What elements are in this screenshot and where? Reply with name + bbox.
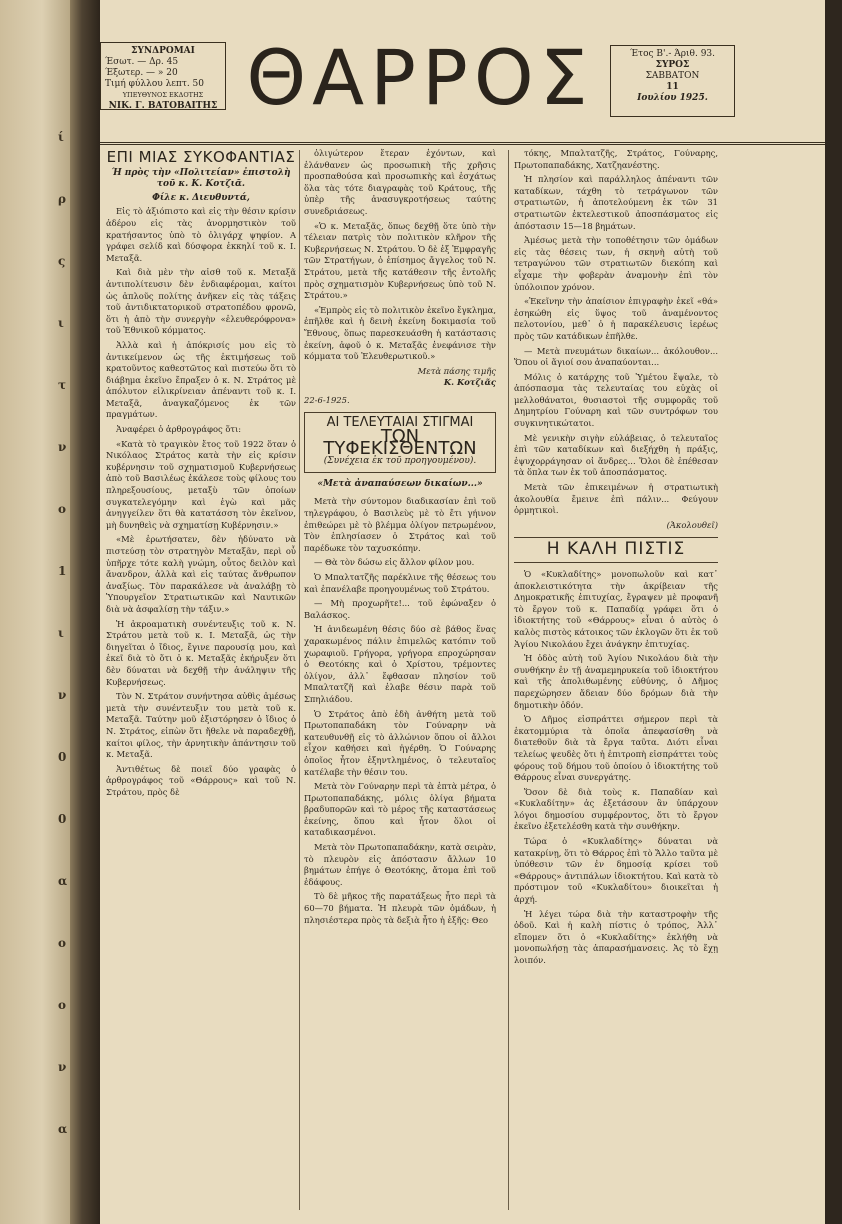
column-2 (304, 148, 496, 1208)
paragraph: ὀλιγώτερον ἔτεραν ἐχόντων, καὶ ἐλάνθανεν ὡς προσωπικὴ τῆς χρῆσις προσπαθούσα καὶ προσωπικὴς καὶ ἐσχάτως ὅλα τὰς τότε διαγραφὰς τοῦ Κράτους, τῆς ὑπὲρ τῆς ἀνασυγκροτήσεως ταύτης συνεδριάσεως. (304, 148, 496, 216)
article-subhead: «Μετὰ ἀναπαύσεων δικαίων...» (317, 478, 483, 489)
margin-letter: 1 (58, 564, 67, 578)
date-number: 11 (666, 82, 679, 92)
margin-letter: ν (58, 1060, 67, 1074)
director-label: ΥΠΕΥΘΥΝΟΣ ΕΚΔΟΤΗΣ (122, 91, 204, 99)
paragraph: «Μὲ ἐρωτήσατεν, δὲν ἠδύνατο νὰ πιστεύσῃ τὸν στρατηγὸν Μεταξᾶν, περὶ οὗ ὑπῆρχε τότε καλὴ γνώμη, οὗτος δειλὸν καὶ ἄνανδρον, ἀλλὰ καὶ εἰς ταύτας ἄνθρωπον ἀναξίως. Τὸν παρακάλεσε νὰ ἀναλάβῃ τὸ Ὑπουργεῖον Στρατιωτικῶν καὶ Ναυτικῶν διὰ νὰ ἀσφαλίσῃ τὴν τάξιν.» (106, 534, 296, 614)
margin-letter: 0 (58, 750, 67, 764)
margin-letter: ι (58, 316, 64, 330)
article-continuation (514, 148, 718, 517)
margin-letter: ς (58, 254, 66, 268)
margin-letter: 0 (58, 812, 67, 826)
paragraph: Μετὰ τὸν Πρωτοπαπαδάκην, κατὰ σειρὰν, τὸ πλευρὸν εἰς ἀπόστασιν ἄλλων 10 βημάτων ἐπήγε ὁ Θεοτόκης, ἄτομα ἐπὶ τοῦ ἐδάφους. (304, 842, 496, 887)
paragraph: «Κατὰ τὸ τραγικὸν ἔτος τοῦ 1922 ὅταν ὁ Νικόλαος Στράτος κατὰ τὴν εἰς κρίσιν κυβέρνησιν τοῦ σχηματισμοῦ Κυβερνήσεως ἀπὸ τοῦ Βασιλέως ἐκάλεσε τοὺς φίλους του πληρεξουσίους, μεταξὺ τῶν ὁποίων συγκατελεγόμην καὶ ἐγὼ καὶ μᾶς ἀνηγγείλεν ὅτι θὰ κατατάσση τὸν ἐκεῖνον, μὴ δυνηθεὶς νὰ σχηματίσῃ Κυβέρνησιν.» (106, 438, 296, 530)
masthead (100, 30, 825, 145)
margin-letter: α (58, 874, 68, 888)
paragraph: Τώρα ὁ «Κυκλαδίτης» δύναται νὰ κατακρίνῃ, ὅτι τὸ Θάρρος ἐπὶ τὸ Ἄλλο ταῦτα μὲ ὑπόθεσιν τῶν ἐν δημοσίᾳ κρίσει τοῦ «Θάρρους» ἀντιπάλων ἰδιοκτήτου. Καὶ κατὰ τὸ πρόστιμον τοῦ «Κυκλαδίτου» διοικεῖται ἡ ἀρχή. (514, 836, 718, 905)
paragraph: Ἡ λέγει τώρα διὰ τὴν καταστροφὴν τῆς ὁδοῦ. Καὶ ἡ καλὴ πίστις ὁ τρόπος, Ἀλλ᾽ εἴπομεν ὅτι ὁ «Κυκλαδίτης» ἐκλήθη νὰ μονοπωλήσῃ τὰς ἀπαρασήμανσεις. Ἀς τὸ ἔχῃ λοιπόν. (514, 908, 718, 965)
headline-last-moments: ΑΙ ΤΕΛΕΥΤΑΙΑΙ ΣΤΙΓΜΑΙ (326, 415, 474, 431)
article-body (514, 569, 718, 967)
paragraph: Ἡ ἀνιδεωμένη θέσις δύο σὲ βάθος ἕνας χαρακωμένος πάλιν ἐπιμελῶς κατόπιν τοῦ χωραφιοῦ. Γρήγορα, γρήγορα επροχώρησαν ὁ Θεοτόκης καὶ ὁ Χρίστου, τρέμοντες ὁλίγον, ἀλλ᾽ ἔφθασαν πλησίον τοῦ Μπαλτατζῆ καὶ ἐλαβε θέσιν παρὰ τοῦ Σπηλιάδου. (304, 624, 496, 704)
year-number: Έτος Β'.- Άριθ. 93. (629, 49, 716, 59)
headline-sykofantia: ΕΠΙ ΜΙΑΣ ΣΥΚΟΦΑΝΤΙΑΣ (106, 148, 296, 166)
paragraph: Εἰς τὸ ἀξιόπιστο καὶ εἰς τὴν θέσιν κρίσιν ἀδέρου εἰς τὰς ἀνορμηστικὸν τοῦ κρατήσαντος ὑπὸ τὸ ὀλιγάρχ ψηφίον. Α γράφει σελίδ καὶ δύσφορα ἐκκηλί τοῦ κ. Ι. Μεταξᾶ. (106, 206, 296, 263)
column-divider-1 (299, 150, 300, 1210)
paragraph: «Ὁ κ. Μεταξᾶς, ὅπως δεχθῇ ὅτε ὑπὸ τὴν τέλειαν πατρὶς τὸν πολιτικὸν κλῆρον τῆς Κυβερνήσεως Ν. Στράτου. Ὁ δὲ ἐξ Ἐμφραγῆς τῶν Στρατήγων, ὁ ἐπίσημος ἄγγελος τοῦ Ν. Στράτου, μετὰ τῆς κατάθεσιν τῆς ἐντολῆς πρὸς σχηματισμὸν Κυβερνήσεως ὑπὸ τοῦ Ν. Στράτου.» (304, 220, 496, 301)
paragraph: τόκης, Μπαλτατζῆς, Στράτος, Γούναρης, Πρωτοπαπαδάκης, Χατζηανέστης. (514, 148, 718, 170)
paragraph: Μετὰ τὸν Γούναρην περὶ τὰ ἐπτὰ μέτρα, ὁ Πρωτοπαπαδάκης, μόλις ὀλίγα βήματα βραδυπορῶν καὶ τὸ μέρος τῆς καταστάσεως ἐκείνης, ὅπου καὶ ἦτον ὅλοι οἱ καταδικασμένοι. (304, 781, 496, 838)
paragraph: Ἀντιθέτως δὲ ποιεῖ δύο γραφὰς ὁ ἀρθρογράφος τοῦ «Θάρρους» καὶ τοῦ Ν. Στράτου, πρὸς δὲ (106, 763, 296, 797)
binding-gutter (70, 0, 100, 1224)
paragraph: Καὶ διὰ μὲν τὴν αἰσθ τοῦ κ. Μεταξᾶ ἀντιπολίτευσιν δὲν ἐνδιαφέρομαι, καίτοι ὡς ἁπλοῦς πολίτης ἀνῆκεν εἰς τὰς τάξεις τοῦ ἀντιδικτατορικοῦ στρατοπέδου φρονῶ, ὅτι ἡ ἀπὸ τὴν συνεργὴν «ἐλευθερόφρονα» τοῦ Ἐθνικοῦ κόμματος. (106, 267, 296, 336)
column-divider-2 (508, 150, 509, 1210)
margin-letter: ί (58, 130, 64, 144)
subscription-line-foreign: Έξωτερ. — » 20 (105, 68, 178, 78)
paragraph: — Μὴ προχωρῆτε!... τοῦ ἐφώναξεν ὁ Βαλάσκος. (304, 598, 496, 620)
margin-letter: ν (58, 688, 67, 702)
paragraph: Ἡ ἀκροαματικὴ συνέντευξις τοῦ κ. Ν. Στράτου μετὰ τοῦ κ. Ι. Μεταξᾶ, ὡς τὴν διηγεῖται ὁ ἴδιος, ἔγινε παρουσίᾳ μου, καὶ ἐκεῖ διὰ τὸ ὅτι ὁ κ. Μεταξᾶς ἐκήρυξεν ὅτι δὲν δύναται νὰ δεχθῇ τὴν ἀνάληψιν τῆς Κυβερνήσεως. (106, 618, 296, 687)
issue-price: Τιμή φύλλου λεπτ. 50 (105, 79, 204, 89)
paragraph: «Ἐμπρὸς εἰς τὸ πολιτικὸν ἐκεῖνο ἔγκλημα, ἐπῆλθε καὶ ἡ δεινὴ ἐκείνη δοκιμασία τοῦ Ἔθνους, ὅπως παρεσκευάσθη ἡ κατάστασις ἐκείνη, ἀφοῦ ὁ κ. Μεταξᾶς ἐνεφάνισε τὴν κόμματα τοῦ Ἐλευθερωτικοῦ.» (304, 304, 496, 362)
newspaper-title: ΘΑΡΡΟΣ (246, 33, 594, 122)
month-year: Ιουλίου 1925. (637, 93, 708, 103)
margin-letter: ν (58, 440, 67, 454)
section-rule (514, 562, 718, 563)
paragraph: — Μετὰ πνευμάτων δικαίων... ἀκόλουθον... Ὅπου οἱ ἅγιοί σου ἀναπαύονται... (514, 345, 718, 368)
paragraph: Τὸν Ν. Στράτον συνήντησα αὐθὶς ἀμέσως μετὰ τὴν συνέντευξιν του μετὰ τοῦ κ. Μεταξᾶ. Ταύτην μοῦ ἐξιστόρησεν ὁ ἴδιος ὁ Ν. Στράτος, εἰπὼν ὅτι ἤθελε νὰ παραδεχθῇ, καίτοι φίλος, τὴν ἀρνητικὴν ἀπάντησιν τοῦ κ. Μεταξᾶ. (106, 691, 296, 760)
paragraph: Ὅσον δὲ διὰ τοὺς κ. Παπαδίαν καὶ «Κυκλαδίτην» ἀς ἐξετάσουν ἂν ὑπάρχουν λόγοι δημοσίου συμφέροντος, ὅτι τὸ ἔργον ἐκεῖνο ἐξετελέσθη κατὰ τὴν συνθήκην. (514, 786, 718, 832)
paragraph: Ἡ ὁδὸς αὐτὴ τοῦ Ἁγίου Νικολάου διὰ τὴν συνθήκην ἐν τῇ ἀναμεμηρυκεία τοῦ ἰδιοκτήτου καὶ τῆς ἀπολιθωμένης εὐθύνης, ὁ Δῆμος παρεχώρησεν ἄδειαν δύο δρόμων διὰ τὴν δημοτικὴν ὁδόν. (514, 653, 718, 710)
issue-box (610, 45, 735, 117)
city: ΣΥΡΟΣ (655, 60, 690, 70)
paragraph: Μὲ γενικὴν σιγὴν εὐλάβειας, ὁ τελευταῖος ἐπὶ τῶν καταδίκων καὶ διεξήχθη ἡ πράξις, ἐψυχορράγησαν οἱ ἄνδρες... Ὅλοι δὲ ἐπέθεσαν τὰ ὅπλα των ἐκ τοῦ ἀποσπάσματος. (514, 432, 718, 478)
salutation: Φίλε κ. Διευθυντά, (152, 192, 250, 203)
margin-letter: ι (58, 626, 64, 640)
weekday: ΣΑΒΒΑΤΟΝ (645, 71, 700, 81)
right-page-edge (825, 0, 842, 1224)
headline-executed: ΤΩΝ ΤΥΦΕΚΙΣΘΕΝΤΩΝ (323, 426, 477, 459)
headline-box-executed (304, 412, 496, 472)
paragraph: Ἀλλὰ καὶ ἡ ἀπόκρισίς μου εἰς τὸ ἀντικείμενον ὡς τῆς ἐκτιμήσεως τοῦ κρατοῦντος καθεστῶτος καὶ πιστεύω ὅτι τὸ διάβημα ἐκεῖνο ἔπραξεν ὁ κ. Ν. Στράτος μὲ ἀπόλυτον εἰλικρίνειαν ἀπέναντι τοῦ κ. Ι. Μεταξᾶ, ἀναγκαζόμενος ἐκ τῶν πραγμάτων. (106, 339, 296, 420)
article-continuation (304, 148, 496, 363)
paragraph: Μόλις ὁ κατάρχης τοῦ Ὑμέτου ἔψαλε, τὸ ἀπόσπασμα τὰς τελευταίας του εὐχὰς οἱ μελλοθάνατοι, θυσιαστοὶ τῆς συμφορᾶς τοῦ Δημητρίου Γούναρη καὶ τῶν συντρόφων του συγκινητικώτατοι. (514, 371, 718, 429)
subscription-heading: ΣΥΝΔΡΟΜΑΙ (131, 46, 195, 56)
column-3 (514, 148, 718, 1208)
margin-letter: τ (58, 378, 67, 392)
paragraph: Ὁ Στράτος ἀπὸ ἐδὴ ἀνθήτη μετὰ τοῦ Πρωτοπαπαδάκη τὸν Γούναρην νὰ κατευθυνθῇ εἰς τὸ ἀλλώνιον ὅπου οἱ ἄλλοι εἶχον καθήσει καὶ ἠγέρθη. Ὁ Γούναρης ὁποῖος ἦτον ἐξηντλημένος, ὁ τελευταῖος κατέλαβε τὴν θέσιν του. (304, 708, 496, 777)
paragraph: Ὁ Μπαλτατζῆς παρέκλινε τῆς θέσεως του καὶ ἐπανέλαβε προηγουμένως τοῦ Στράτου. (304, 572, 496, 594)
paragraph: Μετὰ τὴν σύντομον διαδικασίαν ἐπὶ τοῦ τηλεγράφου, ὁ Βασιλεὺς μὲ τὸ ἔτι γήινον ἐπιθεώρει μὲ τὸ βλέμμα ὀλίγον πετρωμένον, Τὸν ἐπλησίασεν ὁ Στράτος καὶ τοῦ παρέδωκε τὸν ταχυσκόπην. (304, 496, 496, 553)
subheadline-letter: Ή πρὸς τὴν «Πολιτείαν» ἐπιστολὴ τοῦ κ. Κ. Κοτζιᾶ. (111, 167, 291, 190)
continued-note: (Συνέχεια ἐκ τοῦ προηγουμένου). (323, 456, 477, 467)
paragraph: Ὁ «Κυκλαδίτης» μονοπωλοῦν καὶ κατ᾽ ἀποκλειστικότητα τὴν ἀκρίβειαν τῆς Δημοκρατικῆς ἐπιτυχίας, ἔγραψεν μὲ προφανῆ τὸ ἔργον τοῦ κ. Παπαδίᾳ γράφει ὅτι ὁ ἰδιοκτήτης τοῦ «Θάρρους» εἶναι ὁ αὐτὸς ὁ καλὸς πιστὸς κάτοικος τῶν ἐκλογῶν ὅτι ἐκ τοῦ Ἁγίου Νικολάου ἔχει ἀνάγκην ἐπιτυχίας. (514, 569, 718, 649)
margin-letter: α (58, 1122, 68, 1136)
to-be-continued: (Ἀκολουθεῖ) (666, 519, 718, 530)
paragraph: Ὁ Δῆμος εἰσπράττει σήμερον περὶ τὰ ἑκατομμύρια τὰ ὁποῖα ἀπεφασίσθη νὰ διατεθοῦν διὰ τὰ ἔργα ταῦτα. Διότι εἶναι τελείως ψευδὲς ὅτι ἡ ἐπιτροπὴ εἰσπράττει τοὺς φόρους τοῦ δήμου τοῦ ὁποίου ὁ ἰδιοκτήτης τοῦ Θάρρους εἶναι συνεργάτης. (514, 714, 718, 783)
sign-off: Μετὰ πάσης τιμῆς (417, 365, 496, 376)
author-signature: Κ. Κοτζιᾶς (443, 377, 496, 388)
subscription-line-domestic: Έσωτ. — Δρ. 45 (105, 57, 179, 67)
headline-good-faith: Η ΚΑΛΗ ΠΙΣΤΙΣ (546, 539, 686, 560)
paragraph: Τὸ δὲ μῆκος τῆς παρατάξεως ἦτο περὶ τὰ 60—70 βήματα. Ἡ πλευρὰ τῶν ὁμάδων, ἡ πλησιέστερα πρὸς τὰ δεξιὰ ἦτο ἡ ἑξῆς: Θεο (304, 891, 496, 925)
paragraph: Ἀναφέρει ὁ ἀρθρογράφος ὅτι: (116, 424, 242, 435)
margin-letter: ο (58, 998, 67, 1012)
paragraph: «Ἐκεῖνην τὴν ἀπαίσιον ἐπιγραφὴν ἐκεῖ «θά» ἐσηκώθη εἰς ὕψος τοῦ ἀναμένοντος πελοτονίου, μεθ᾽ ὁ ἡ παρακέλευσις ἱερέως πρὸς τῶν κατάδικων ἐπῆλθε. (514, 296, 718, 341)
masthead-rule (100, 142, 825, 145)
margin-letter: ο (58, 936, 67, 950)
article-body (106, 206, 296, 798)
subscription-box (100, 42, 226, 110)
paragraph: Ἀμέσως μετὰ τὴν τοποθέτησιν τῶν ὁμάδων εἰς τὰς θέσεις των, ἡ σκηνὴ αὐτὴ τοῦ τετραγώνου τῶν στρατιωτῶν διεκόπη καὶ εἶχαμε τὴν φοβερὰν ἀναμονὴν ἐπὶ τὸν ὑπόλοιπον χρόνον. (514, 235, 718, 292)
left-adjacent-page (0, 0, 70, 1224)
margin-letter: ρ (58, 192, 66, 206)
letter-date: 22-6-1925. (304, 394, 350, 405)
paragraph: Μετὰ τῶν ἐπικειμένων ἡ στρατιωτικὴ ἀκολουθία ἔμεινε ἐπὶ πάλιν... Φεύγουν ὁρμητικοὶ. (514, 482, 718, 516)
newspaper-page (100, 0, 825, 1224)
section-rule (514, 537, 718, 538)
paragraph: Ἡ πλησίον καὶ παράλληλος ἀπέναντι τῶν καταδίκων, τάχθη τὸ τετράγωνον τῶν στρατιωτῶν, ἡ ἀποτελούμενη ἐκ τῶν 31 στρατιωτῶν ἐκτελεστικοῦ ἀποσπάσματος εἰς ἀπόστασιν 15—18 βημάτων. (514, 174, 718, 231)
paragraph: — Θὰ τὸν δώσω εἰς ἄλλον φίλον μου. (314, 557, 475, 568)
director-name: ΝΙΚ. Γ. ΒΑΤΟΒΑΙΤΗΣ (108, 101, 218, 111)
margin-letter: ο (58, 502, 67, 516)
article-body (304, 496, 496, 926)
column-1 (106, 148, 296, 1208)
